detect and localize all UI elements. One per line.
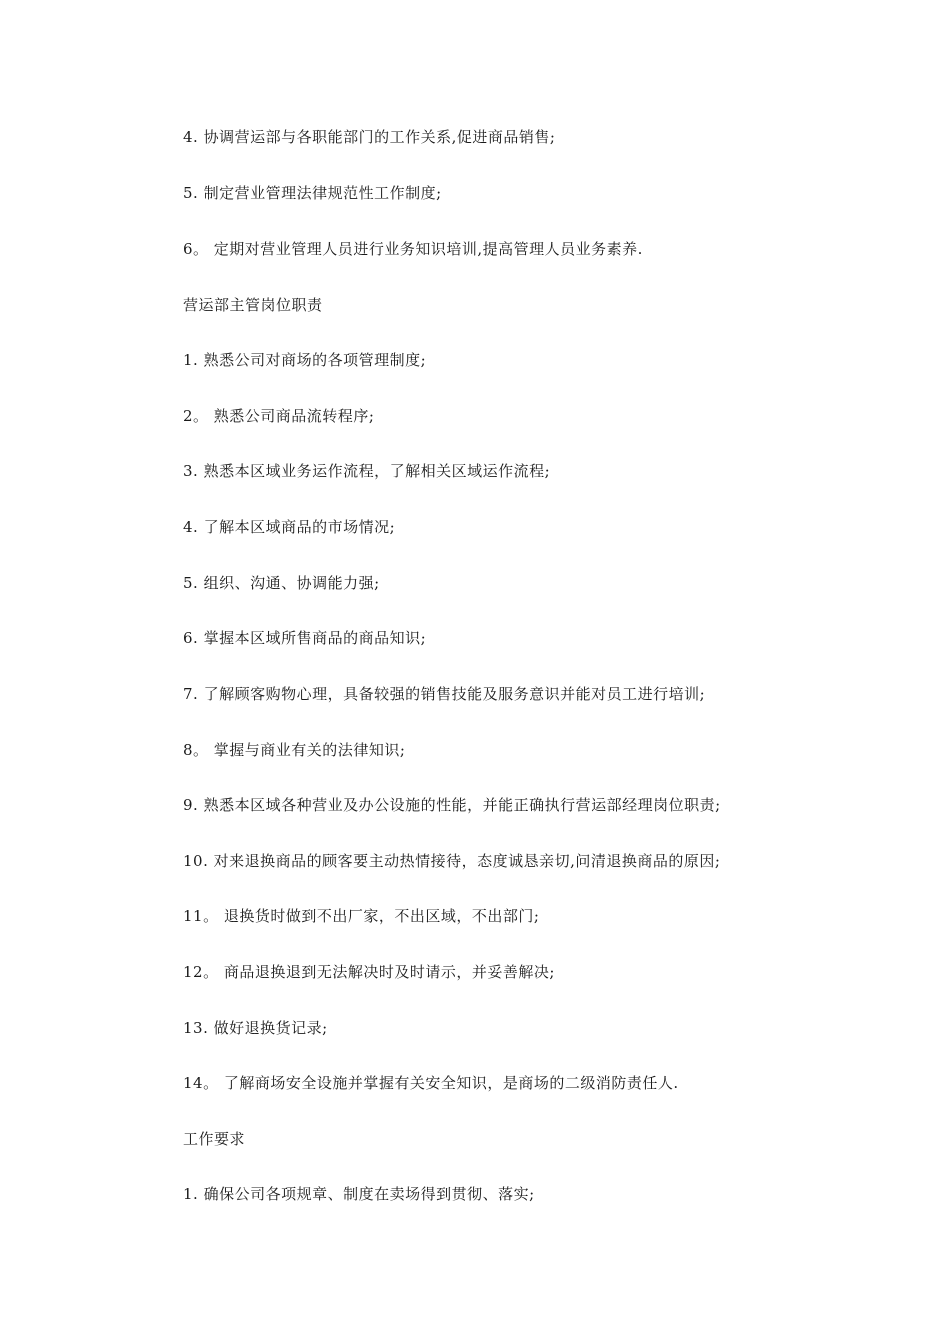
list-item: 6。 定期对营业管理人员进行业务知识培训,提高管理人员业务素养. — [183, 240, 643, 258]
list-item: 8。 掌握与商业有关的法律知识; — [183, 741, 406, 759]
list-item: 12。 商品退换退到无法解决时及时请示，并妥善解决; — [183, 963, 555, 981]
list-item: 11。 退换货时做到不出厂家，不出区域，不出部门; — [183, 907, 540, 925]
list-item: 13. 做好退换货记录; — [183, 1019, 328, 1037]
list-item: 10. 对来退换商品的顾客要主动热情接待，态度诚恳亲切,问清退换商品的原因; — [183, 852, 721, 870]
section-heading: 工作要求 — [183, 1130, 246, 1148]
list-item: 7. 了解顾客购物心理，具备较强的销售技能及服务意识并能对员工进行培训; — [183, 685, 706, 703]
list-item: 4. 了解本区域商品的市场情况; — [183, 518, 396, 536]
list-item: 2。 熟悉公司商品流转程序; — [183, 407, 375, 425]
list-item: 4. 协调营运部与各职能部门的工作关系,促进商品销售; — [183, 128, 556, 146]
list-item: 1. 确保公司各项规章、制度在卖场得到贯彻、落实; — [183, 1185, 535, 1203]
list-item: 14。 了解商场安全设施并掌握有关安全知识，是商场的二级消防责任人. — [183, 1074, 679, 1092]
list-item: 6. 掌握本区域所售商品的商品知识; — [183, 629, 427, 647]
list-item: 1. 熟悉公司对商场的各项管理制度; — [183, 351, 427, 369]
section-heading: 营运部主管岗位职责 — [183, 296, 323, 314]
list-item: 9. 熟悉本区域各种营业及办公设施的性能，并能正确执行营运部经理岗位职责; — [183, 796, 721, 814]
list-item: 5. 制定营业管理法律规范性工作制度; — [183, 184, 442, 202]
list-item: 3. 熟悉本区域业务运作流程，了解相关区域运作流程; — [183, 462, 551, 480]
list-item: 5. 组织、沟通、协调能力强; — [183, 574, 380, 592]
